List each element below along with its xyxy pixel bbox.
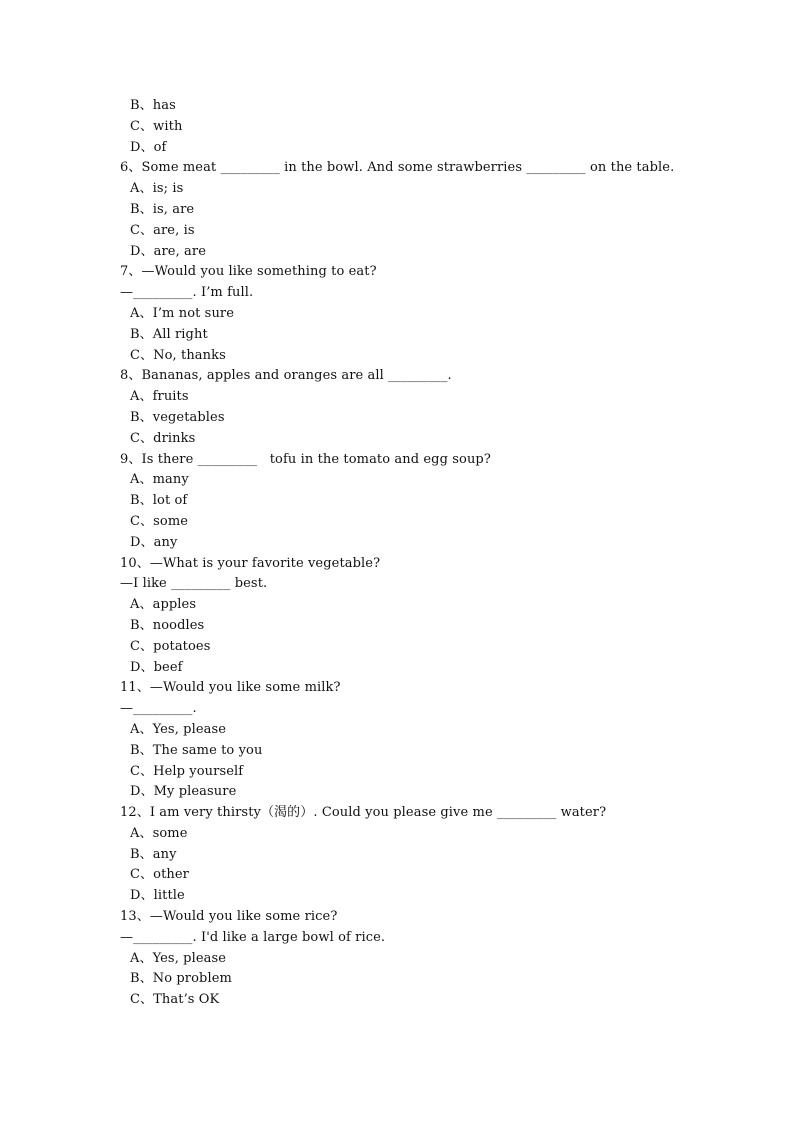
option-line: C、with	[130, 118, 183, 134]
question-line: 8、Bananas, apples and oranges are all _________.	[120, 368, 452, 384]
option-line: B、any	[130, 846, 177, 862]
document-page	[0, 96, 793, 1011]
question-line: 10、—What is your favorite vegetable?	[120, 555, 381, 571]
option-line: C、drinks	[130, 430, 196, 446]
option-line: B、lot of	[130, 493, 188, 509]
option-line: C、some	[130, 513, 189, 529]
option-line: C、Help yourself	[130, 763, 244, 779]
question-line: 13、—Would you like some rice?	[120, 909, 338, 925]
option-line: B、is, are	[130, 201, 195, 217]
option-line: B、noodles	[130, 617, 205, 633]
question-line: 7、—Would you like something to eat?	[120, 264, 377, 280]
option-line: B、has	[130, 98, 176, 113]
question-line: 11、—Would you like some milk?	[120, 680, 341, 696]
option-line: C、other	[130, 867, 189, 883]
option-line: A、many	[130, 472, 189, 488]
option-line: A、is; is	[130, 181, 184, 197]
option-line: B、vegetables	[130, 409, 225, 425]
question-line: —_________.	[120, 701, 197, 717]
option-line: A、Yes, please	[130, 721, 227, 737]
option-line: A、some	[130, 825, 188, 841]
option-line: B、All right	[130, 326, 208, 342]
option-line: C、That’s OK	[130, 992, 220, 1008]
option-line: C、potatoes	[130, 638, 211, 654]
option-line: D、of	[130, 139, 167, 155]
option-line: A、Yes, please	[130, 950, 227, 966]
question-line: 9、Is there _________ tofu in the tomato and egg soup?	[120, 451, 491, 467]
option-line: D、are, are	[130, 243, 207, 259]
option-line: B、The same to you	[130, 742, 263, 758]
question-line: —_________. I'd like a large bowl of rice.	[120, 929, 386, 945]
option-line: D、beef	[130, 659, 183, 675]
question-line: —I like _________ best.	[120, 576, 268, 592]
question-line: 12、I am very thirsty（渴的）. Could you please give me _________ water?	[120, 805, 607, 821]
option-line: C、No, thanks	[130, 347, 226, 363]
option-line: A、apples	[130, 597, 197, 613]
option-line: C、are, is	[130, 222, 195, 238]
question-line: —_________. I’m full.	[120, 285, 254, 301]
option-line: B、No problem	[130, 971, 232, 987]
option-line: D、My pleasure	[130, 784, 237, 800]
option-line: A、fruits	[130, 389, 189, 405]
question-line: 6、Some meat _________ in the bowl. And some strawberries _________ on the table.	[120, 160, 675, 176]
option-line: D、any	[130, 534, 178, 550]
option-line: A、I’m not sure	[130, 305, 235, 321]
option-line: D、little	[130, 888, 185, 904]
